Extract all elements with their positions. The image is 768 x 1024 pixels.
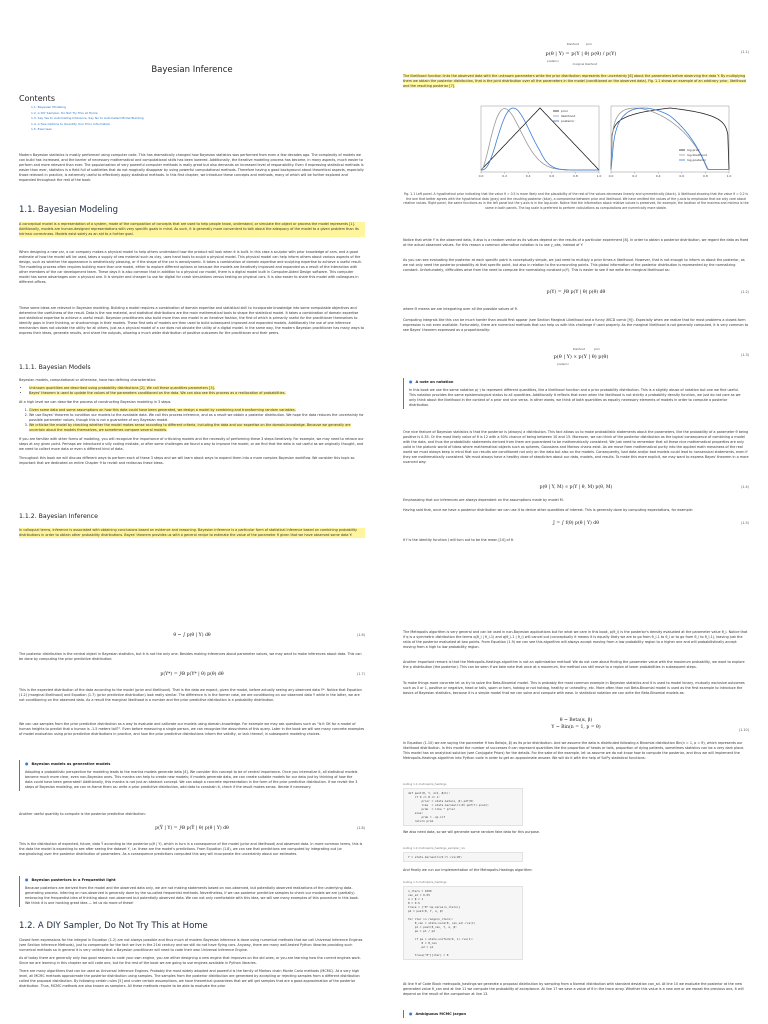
x-tick-label: 0.0 xyxy=(608,174,614,178)
section-heading-1-2: 1.2. A DIY Sampler, Do Not Try This at Home xyxy=(19,921,208,931)
equation-number-1-7: (1.7) xyxy=(356,672,365,676)
equation-1-4: p(θ | Y, M) ∝ p(Y | θ, M) p(θ, M) xyxy=(539,485,613,490)
note-title: ● Ambiguous MCMC jargon xyxy=(409,1011,745,1017)
x-tick-label: 0.2 xyxy=(632,174,637,178)
equation-1-3-block xyxy=(403,345,749,367)
bullet-unknown-quantities: • Unknown quantities are described using probability distributions [2]. We call these quantities parameters [3]. xyxy=(29,386,365,391)
ru-paragraph-2: Notice that while Y is the observed data, it also is a random vector as its values depend on the results of a particular experiment [8]. In order to obtain a posterior distribution, we regard the data as fixed at the actual observed values. For this reason a common alternative notation is to use y_obs, instead of Y. xyxy=(403,238,749,247)
ru-paragraph-4: where Θ means we are integrating over all the possible values of θ. xyxy=(403,307,518,311)
equation-number-1-2: (1.2) xyxy=(740,290,749,294)
note-text: Adopting a probabilistic perspective for modeling leads to the mantra models generate data [4]. We consider this concept to be of central importance. Once you internalize it, all statistical models become much more clear, even non-Bayesian ones. This mantra can help to create new models; if models generate data, we can create suitable models for our data just by thinking of how the data could have been generated! Additionally, this mantra is not just an abstract concept. We can adopt a concrete representation in the form of the prior predictive distribution. If we revisit the 3 steps of Bayesian modeling, we can re-frame them as: write a prior predictive distribution, add data to constrain it, check if the result makes sense. Iterate if necessary. xyxy=(25,770,358,789)
note-title: ● A note on notation xyxy=(409,379,745,385)
section-heading-1-1: 1.1. Bayesian Modeling xyxy=(19,205,118,215)
equation-number-1-8: (1.8) xyxy=(356,826,365,830)
toc-item-exercises[interactable]: 1.5. Exercises xyxy=(31,127,52,131)
s111-lead-2: At a high level we can describe the process of constructing Bayesian modeling in 3 steps. xyxy=(19,400,172,404)
note-frequentist-light xyxy=(19,876,366,907)
x-tick-label: 0.2 xyxy=(502,174,507,178)
equation-1-2: p(Y) = ∫Θ p(Y | θ) p(θ) dθ xyxy=(546,290,606,295)
log-posterior-curve xyxy=(611,108,729,169)
note-generative-models xyxy=(19,760,366,791)
equation-number-1-10: (1.10) xyxy=(738,728,749,732)
x-tick-label: 1.0 xyxy=(596,174,602,178)
s111-lead: Bayesian models, computational or otherwise, have two defining characteristics: xyxy=(19,378,157,382)
ru-paragraph-5: Computing integrals like this can be much harder than would first appear (see Section Marginal Likelihood and a funny XKCD comic [9]). Especially when we realize that for most problems a closed-form expression is not even available. Fortunately, there are numerical methods that can help us with this challenge if used properly. As the marginal likelihood is not generally computed, it is very common to see Bayes' theorem expressed as a proportionality: xyxy=(403,318,749,332)
section-heading-1-1-2: 1.1.2. Bayesian Inference xyxy=(19,513,98,520)
svg-text:likelihood: likelihood xyxy=(572,348,586,351)
x-tick-label: 0.4 xyxy=(655,174,661,178)
svg-text:marginal likelihood: marginal likelihood xyxy=(572,63,598,66)
s12-paragraph-3: There are many algorithms that can be used as Universal Inference Engines. Probably the most widely adopted and powerful is the family of Markov chain Monte Carlo methods (MCMC). At a very high level, all MCMC methods approximate the posterior distribution using samples. The samples from the posterior distribution are generated by accepting or rejecting samples from a different distribution called the proposal distribution. By following certain rules [5] and under certain assumptions, we have theoretical guarantees that we will get samples that are a good approximation of the posterior distribution. Thus, MCMC methods are also known as samplers. All these methods require to be able to evaluate the prior xyxy=(19,969,360,988)
x-tick-label: 0.6 xyxy=(549,174,555,178)
legend-label: posterior xyxy=(561,119,575,123)
log-likelihood-curve xyxy=(611,108,729,169)
step-inference: 2. We use Bayes' theorem to condition our models to the available data. We call this process inference, and as a result we obtain a posterior distribution. We hope the data reduces the uncertainty for possible parameter values, though this is not a guarantee of any Bayesian model. xyxy=(29,413,365,423)
note-text: Because posteriors are derived from the model and the observed data only, we are not making statements based on non-observed, but potentially observed realizations of the underlying data-generating process. Inferring on non-observed is generally done by the so-called frequentist methods. Nevertheless, if we use posterior predictive samples to check our models we are (partially) embracing the frequentist idea of thinking about non-observed but potentially observed data. We can not only comfortable with this idea, we will see many examples of this procedure in this book. We think it is one honking great idea — let us do more of these! xyxy=(25,886,359,905)
legend-label: likelihood xyxy=(561,114,576,118)
s12-paragraph-1: Closed form expressions for the integral in Equation (1.2) are not always possible and thus much of modern Bayesian inference is done using numerical methods that we call Universal Inference Engines (see Section Inference Methods), just to compensate for the fact we live in the 21st century and we still do not have flying cars. Anyway, there are many well-tested Python libraries providing such numerical methods so in general it is very unlikely that a Bayesian practitioner will need to code their own Universal Inference Engine. xyxy=(19,938,363,952)
x-tick-label: 0.8 xyxy=(573,174,578,178)
x-tick-label: 1.0 xyxy=(726,174,732,178)
s112-paragraph-1: In colloquial terms, inference is associated with obtaining conclusions based on evidence and reasoning. Bayesian inference is a particular form of statistical inference based on combining probability distributions in order to obtain other probability distributions. Bayes' theorem provides us with a general recipe to estimate the value of the parameter θ given that we have observed some data Y: xyxy=(19,528,365,538)
rl-paragraph-3: To make things more concrete let us try to solve the Beta-Binomial model. This is probably the most common example in Bayesian statistics and it is used to model binary, mutually exclusive outcomes such as 0 or 1, positive or negative, head or tails, spam or ham, hotdog or not hotdog, healthy or unhealthy, etc. More often than not Beta-Binomial model is used as the first example to introduce the basics of Bayesian statistics, because it is a simple model that we can solve and compute with ease. In statistical notation we can write the Beta-Binomial models as: xyxy=(403,681,745,695)
s12-paragraph-2: As of today there are generally only two good reasons to code your own engine, you are either designing a new engine that improves on the old ones, or you are learning how the current engines work. Since we are learning in this chapter we will code one, but for the rest of the book we are going to use engines available in Python libraries. xyxy=(19,956,361,965)
code-block-metropolis: n_iters = 1000 can_sd = 0.05 α = β = 1 θ = 0.5 trace = {"θ":np.zeros(n_iters)} p2 = post(θ, Y, α, β) for iter in range(n_iters): θ_can = stats.norm(θ, can_sd).rvs(1) p1 = post(θ_can, Y, α, β) pa = p1 / p2 if pa > stats.uniform(0, 1).rvs(1): θ = θ_can p2 = p1 trace["θ"][iter] = θ xyxy=(403,886,523,960)
step-criticize: 3. We criticize the model by checking whether the model makes sense according to different criteria, including the data and our expertise on the domain-knowledge. Because we generally are uncertain about the models themselves, we sometimes compare several models. xyxy=(29,423,365,433)
equation-number-1-4: (1.4) xyxy=(740,485,749,489)
listing-1-2-caption: Listing 1.2 metropolis_hastings_sampler_rvs xyxy=(403,846,465,850)
equation-1-1 xyxy=(403,40,749,66)
ll-paragraph-3: We can use samples from the prior predictive distribution as a way to evaluate and calibrate our models using domain-knowledge. For example we may ask questions such as "Is it OK for a model of human heights to predict that a human is -1.5 meters tall?". Even before measuring a single person, we can recognize the absurdness of this query. Later in the book we will see many concrete examples of model evaluation using prior predictive distributions in practice, and how the prior predictive distributions inform the validity, or lack thereof, in subsequent modeling choices. xyxy=(19,722,365,736)
figure-1-1-plots xyxy=(403,100,749,188)
x-tick-label: 0.6 xyxy=(679,174,685,178)
rl-paragraph-4: In Equation (1.10) we are saying the parameter θ has Beta(α, β) as its prior distribution. And we assume the data is distributed following a Binomial distribution Bin(n = 1, p = θ), which represents our likelihood distribution. In this model the number of successes θ can represent quantities like the proportion of heads or tails, proportion of dying patients, sometimes statistics can be a very dark place. This model has an analytical solution (see Conjugate Priors) for the details. For the sake of the example, let us assume we do not know how to compute the posterior, and thus we will implement the Metropolis-Hastings algorithm into Python code in order to get an approximate answer. We will do it with the help of SciPy statistical functions: xyxy=(403,741,745,760)
s111-paragraph-4: If you are familiar with other forms of modeling, you will recognize the importance of criticizing models and the necessity of performing these 3 steps iteratively. For example, we may need to retrace our steps at any given point. Perhaps we introduced a silly coding mistake, or after some challenges we found a way to improve the model, or we find that the data is not useful as we originally thought, and we need to collect more data or even a different kind of data. xyxy=(19,437,364,451)
x-tick-label: 0.4 xyxy=(525,174,531,178)
x-tick-label: 0.0 xyxy=(478,174,484,178)
listing-1-3-caption: Listing 1.3 metropolis_hastings xyxy=(403,880,447,884)
ll-paragraph-4: Another useful quantity to compute is the posterior predictive distribution: xyxy=(19,812,146,816)
equation-number-1-5: (1.5) xyxy=(740,521,749,525)
table-of-contents xyxy=(19,96,365,133)
intro-paragraph: Modern Bayesian statistics is mostly performed using computer code. This has dramatically changed how Bayesian statistics was performed from even a few decades ago. The complexity of models we can build has increased, and the barrier of necessary mathematical and computational skills has been lowered. Additionally, the iterative modeling process has become, in many aspects, much easier to perform and more relevant than ever. The popularization of very powerful computer methods is really great but also demands an increased level of responsibility. Even if expressing statistical methods is easier than ever, statistics is a field full of subtleties that do not magically disappear by using powerful computational methods. Therefore having a good background about theoretical aspects, especially those relevant in practice, is extremely useful to effectively apply statistical methods. In this first chapter, we introduce these concepts and methods, many of which will be further explored and expanded throughout the rest of the book. xyxy=(19,153,364,182)
note-notation xyxy=(403,378,750,409)
x-tick-label: 0.8 xyxy=(703,174,708,178)
equation-1-8: p(Ỹ | Y) = ∫Θ p(Ỹ | θ) p(θ | Y) dθ xyxy=(155,826,229,831)
svg-text:p(θ | Y) ∝ p(Y | θ) p(θ): p(θ | Y) ∝ p(Y | θ) p(θ) xyxy=(553,354,609,360)
svg-text:prior: prior xyxy=(593,348,601,351)
equation-1-3 xyxy=(403,345,749,367)
ru-paragraph-9: If f is the identity function J will turn out to be the mean [10] of θ. xyxy=(403,538,515,542)
svg-text:likelihood: likelihood xyxy=(566,43,580,46)
equation-1-7: p(Y*) = ∫Θ p(Y* | θ) p(θ) dθ xyxy=(160,672,224,677)
rl-paragraph-1: The Metropolis algorithm is very general and can be used in non-Bayesian applications but for what we care in this book, p(θ_i) is the posterior's density evaluated at the parameter value θ_i. Notice that if q is a symmetric distribution the terms q(θ_i | θ_i-1) and q(θ_i-1 | θ_i) will cancel out (conceptually it means it is equally likely we are to go from θ_i-1 to θ_i or to go from θ_i to θ_i-1), leaving just the ratio of the posterior evaluated at two points. From Equation (1.9) we can see this algorithm will always accept moving from a low probability region to a higher one and will probabilistically accept moving from a high to low probability region. xyxy=(403,630,748,649)
figure-1-1 xyxy=(403,100,749,190)
s111-paragraph-5: Throughout this book we will discuss different ways to perform each of these 3 steps and we will learn about ways to expand them into a more complex Bayesian workflow. We consider this topic so important that we dedicated an entire Chapter 9 to revisit and rediscuss these ideas. xyxy=(19,456,355,465)
figure-1-1-caption: Fig. 1.1 Left panel. A hypothetical prior indicating that the value θ = 0.5 is more likely and the plausibility of the rest of the values decreases linearly and symmetrically (black). A likelihood showing that the value θ = 0.2 is the one that better agrees with the hypothetical data (gray) and the resulting posterior (blue), a compromise between prior and likelihood. We have omitted the values of the y-axis to emphasize that we only care about relative values. Right panel, the same functions as in the left panel but the y-axis is in the log-scale. Notice that the information about relative values is preserved, for example, the location of the maxima and minima is the same in both panels. The log scale is preferred to perform calculations as computations are numerically more stable. xyxy=(403,192,749,210)
svg-text:posterior: posterior xyxy=(547,60,559,63)
rl-paragraph-5: We also need data, so we will generate some random fake data for this purpose. xyxy=(403,830,540,834)
ru-paragraph-8: Having said that, once we have a posterior distribution we can use it to derive other quantities of interest. This is generally done by computing expectations, for example: xyxy=(403,508,693,512)
note-title: ● Bayesian models as generative models xyxy=(25,761,361,767)
ll-paragraph-5: This is the distribution of expected, future, data Ỹ according to the posterior p(θ | Y), which in turn is a consequence of the model (prior and likelihood) and observed data. In more common terms, this is the data the model is expecting to see after seeing the dataset Y, i.e. these are the model's predictions. From Equation (1.8), we can see that predictions are computed by integrating out (or marginalizing) over the posterior distribution of parameters. As a consequence predictions computed this way will incorporate the uncertainty about our estimates. xyxy=(19,842,363,856)
listing-1-1-caption: Listing 1.1 metropolis_hastings xyxy=(403,782,447,786)
code-block-post: def post(θ, Y, α=1, β=1): if 0 <= θ <= 1: prior = stats.beta(α, β).pdf(θ) like = stats.bernoulli(θ).pmf(Y).prod() prob = like * prior else: prob = -np.inf return prob xyxy=(403,788,523,826)
code-block-data: Y = stats.bernoulli(0.7).rvs(20) xyxy=(403,852,523,862)
ru-paragraph-3: As you can see evaluating the posterior at each specific point is conceptually simple, we just need to multiply a prior times a likelihood. However, that is not enough to inform us about the posterior, as we not only need the posterior probability at that specific point, but also in relation to the surrounding points. This global information of the posterior distribution is represented by the normalizing constant. Unfortunately, difficulties arise from the need to compute the normalizing constant p(Y). This is easier to see if we write the marginal likelihood as: xyxy=(403,258,745,272)
page-title: Bayesian Inference xyxy=(151,65,233,75)
note-mcmc-jargon xyxy=(403,1010,750,1018)
rl-paragraph-2: Another important remark is that the Metropolis-Hastings algorithm is not an optimization method! We do not care about finding the parameter value with the maximum probability, we want to explore the p distribution (the posterior). This can be seen if we take note that once at a maximum, the method can still move to a region of lower probabilities in subsequent steps. xyxy=(403,660,745,669)
note-title: ● Bayesian posteriors in a Frequentist light xyxy=(25,877,361,883)
svg-text:p(θ | Y) = p(Y | θ) p(θ) / p(Y: p(θ | Y) = p(Y | θ) p(θ) / p(Y) xyxy=(545,51,617,57)
equation-1-5: J = ∫ f(θ) p(θ | Y) dθ xyxy=(553,521,599,526)
log-prior-curve xyxy=(611,108,729,169)
bullet-bayes-theorem: • Bayes' theorem is used to update the values of the parameters conditioned on the data. We can also see this process as a reallocation of probabilities. xyxy=(29,391,365,396)
toc-item-bayesian-modeling[interactable]: 1.1. Bayesian Modeling xyxy=(31,105,66,109)
section-heading-1-1-1: 1.1.1. Bayesian Models xyxy=(19,364,91,371)
equation-1-1-block xyxy=(403,40,749,66)
equation-number-1-6: (1.6) xyxy=(356,633,365,637)
ll-paragraph-2: This is the expected distribution of the data according to the model (prior and likelihood). That is the data we expect, given the model, before actually seeing any observed data Y*. Notice that Equation (1.2) (marginal likelihood) and Equation (1.7) (prior predictive distribution) look really similar. The difference is in the former case, we are conditioning on our observed data Y while in the latter, we are not conditioning on the observed data. As a result the marginal likelihood is a number and the prior predictive distribution is a probability distribution. xyxy=(19,688,362,702)
ru-paragraph-6: One nice feature of Bayesian statistics is that the posterior is (always) a distribution. This fact allows us to make probabilistic statements about the parameters, like the probability of a parameter θ being positive is 0.35. Or the most likely value of θ is 12 with a 50% chance of being between 10 and 15. Moreover, we can think of the posterior distribution as the logical consequence of combining a model with the data, and thus the probabilistic statements derived from them are guaranteed to be mathematically consistent. We just need to remember that all these nice mathematical properties are only valid in the platonic world of ideas where mathematical objects such as spheres, Gaussians and Markov chains exist. As we move from mathematical purity into the applied math messiness of the real world we must always keep in mind that our results are conditioned not only on the data but also on the models. Consequently, bad data and/or bad models could lead to nonsensical statements, even if they are mathematically consistent. We must always have a healthy dose of skepticism about our data, models, and results. To make this more explicit, we may want to express Bayes' theorem in a more nuanced way: xyxy=(403,430,749,464)
legend-label: log-posterior xyxy=(687,158,707,162)
step-design-model: 1. Given some data and some assumptions on how this data could have been generated, we design a model by combining and transforming random variables. xyxy=(29,408,365,413)
toc-item-automating-inference[interactable]: 1.3. Say Yes to Automating Inference, Say No to Automated Model Building xyxy=(31,116,144,120)
equation-1-6: θ ~ ∫ p(θ | Y) dθ xyxy=(173,633,211,638)
contents-heading: Contents xyxy=(19,94,55,103)
note-text: In this book we use the same notation p(·) to represent different quantities, like a likelihood function and a prior probability distribution. This is a slightly abuse of notation but one we find useful. This notation provides the same epistemological status to all quantities. Additionally it reflects that even when the likelihood is not strictly a probability density function, we just do not care as we only think about the likelihood in the context of a prior and vice versa. In other words, we think of both quantities as equally necessary elements of models in order to compute a posterior distribution. xyxy=(409,388,741,407)
svg-text:prior: prior xyxy=(585,43,593,46)
legend-label: log-likelihood xyxy=(687,153,707,157)
equation-number-1-1: (1.1) xyxy=(740,50,749,54)
toc-item-diy-sampler[interactable]: 1.2. A DIY Sampler, Do Not Try This at Home xyxy=(31,110,98,115)
rl-paragraph-7: At line 9 of Code Block metropolis_hastings we generate a proposal distribution by sampling from a Normal distribution with standard deviation can_sd. At line 10 we evaluate the posterior at the new generated value θ_can and at line 11 we compute the probability of acceptance. At line 17 we save a value of θ in the trace array. Whether this value is a new one or we repeat the previous one, it will depend on the result of the comparison at line 13. xyxy=(403,982,744,996)
s11-paragraph-2: When designing a new car, a car company makes a physical model to help others understand how the product will look when it is built. In this case a sculptor with prior knowledge of cars, and a good estimate of how the model will be used, takes a supply of raw material such as clay, uses hand tools to sculpt a physical model. This physical model can help inform others about various aspects of the design, such as whether the appearance is aesthetically pleasing, or if the shape of the car is aerodynamic. It takes a combination of domain expertise and sculpting expertise to achieve a useful result. The modeling process often requires building more than one model, either to explore different options or because the models are iteratively improved and expanded as a result of the interaction with other members of the car development team. These days it is also common that in addition to a physical car model, there is a digital model built in Computer-Aided Design software. This computer model has some advantages over a physical one. It is simpler and cheaper to use for digital for crash simulations versus testing on physical cars. It is also easier to share this model with colleagues in different offices. xyxy=(19,250,362,284)
legend-label: prior xyxy=(561,109,569,113)
legend-label: log-prior xyxy=(687,148,700,152)
plot-frame xyxy=(481,106,599,172)
ll-paragraph-1: The posterior distribution is the central object in Bayesian statistics, but it is not the only one. Besides making inferences about parameter values, we may want to make inferences about data. This can be done by computing the prior predictive distribution: xyxy=(19,652,362,661)
s11-paragraph-3: These same ideas are relevant in Bayesian modeling. Building a model requires a combination of domain expertise and statistical skill to incorporate knowledge into some computable objectives and determine the usefulness of the result. Data is the raw material, and statistical distributions are the main mathematical tools to shape the statistical model. It takes a combination of domain expertise and statistical expertise to achieve a useful result. Bayesian practitioners also build more than one model in an iterative fashion, the first of which is primarily useful for the practitioner themselves to identify gaps in their thinking, or shortcomings in their models. These first sets of models are then used to build subsequent improved and expanded models. Additionally the use of one inference mechanism does not obviate the utility for all others, just as a physical model of a car does not obviate the utility of a digital model. In the same way, the modern Bayesian practitioner has many ways to express their ideas, generate results, and share the outputs, allowing a much wider distribution of positive outcomes for the practitioner and their peers. xyxy=(19,306,365,335)
toc-item-prior-information[interactable]: 1.4. A Few Options to Quantify Your Prior Information xyxy=(31,121,111,126)
right-page xyxy=(384,0,768,1024)
svg-text:posterior: posterior xyxy=(557,363,569,366)
equation-1-10-prior: θ ~ Beta(α, β) xyxy=(559,718,593,723)
rl-paragraph-6: And finally we run our implementation of the Metropolis-Hastings algorithm: xyxy=(403,868,533,872)
equation-number-1-3: (1.3) xyxy=(740,353,749,357)
equation-1-10-likelihood: Y ~ Bin(n = 1, p = θ) xyxy=(551,725,601,730)
s11-paragraph-1: A conceptual model is a representation of a system, made of the composition of concepts that are used to help people know, understand, or simulate the object or process the model represents [1]. Additionally, models are human-designed representations with very specific goals in mind. As such, it is generally more convenient to talk about the adequacy of the model to a given problem than its intrinsic correctness. Models exist solely as an aid to a further goal. xyxy=(19,222,365,237)
ru-paragraph-7: Emphasizing that our inferences are always dependent on the assumptions made by model M. xyxy=(403,498,564,502)
ru-paragraph-1: The likelihood function links the observed data with the unknown parameters while the prior distribution represents the uncertainty [6] about the parameters before observing the data Y. By multiplying them we obtain the posterior distribution, that is the joint distribution over all the parameters in the model (conditioned on the observed data). Fig. 1.1 shows an example of an arbitrary prior, likelihood and the resulting posterior [7]. xyxy=(403,74,746,88)
likelihood-curve xyxy=(481,109,599,171)
